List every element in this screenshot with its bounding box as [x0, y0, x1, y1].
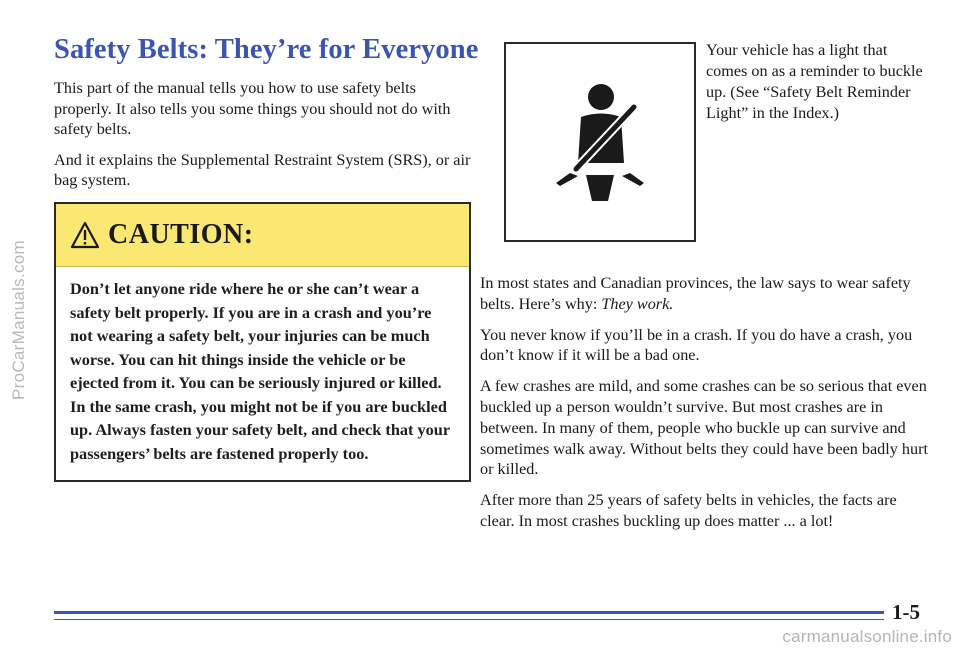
bottom-watermark: carmanualsonline.info	[782, 627, 952, 646]
body-paragraph-2: You never know if you’ll be in a crash. If you do have a crash, you don’t know if it will be a bad one.	[480, 325, 913, 365]
caution-box	[54, 202, 471, 482]
body-paragraph-1-text: In most states and Canadian provinces, the law says to wear safety belts. Here’s why:	[480, 274, 911, 313]
body-column	[480, 273, 930, 542]
body-paragraph-1	[480, 273, 930, 315]
seat-belt-reminder-icon	[548, 79, 652, 205]
caution-header	[56, 204, 469, 267]
page-title: Safety Belts: They’re for Everyone	[54, 34, 479, 65]
body-paragraph-3: A few crashes are mild, and some crashes can be so serious that even buckled up a person wouldn’t survive. But most crashes are in between. In many of them, people who buckle up can survive and sometimes walk away. Without belts they could have been badly hurt or killed.	[480, 377, 928, 479]
warning-triangle-icon	[70, 221, 100, 249]
body-paragraph-4: After more than 25 years of safety belts in vehicles, the facts are clear. In most crashes buckling up does matter ... a lot!	[480, 491, 897, 530]
footer-rule-thin	[54, 619, 916, 620]
intro-column	[54, 34, 479, 201]
page-number: 1-5	[884, 600, 920, 625]
footer-rule-thick	[54, 611, 916, 614]
reminder-paragraph: Your vehicle has a light that comes on as a reminder to buckle up. (See “Safety Belt Reminder Light” in the Index.)	[706, 41, 923, 122]
intro-paragraph-2: And it explains the Supplemental Restraint System (SRS), or air bag system.	[54, 150, 471, 189]
intro-paragraph-1: This part of the manual tells you how to use safety belts properly. It also tells you some things you should not do with safety belts.	[54, 79, 451, 138]
side-watermark	[2, 95, 36, 545]
body-paragraph-1-emphasis: They work.	[601, 294, 674, 313]
caution-text: Don’t let anyone ride where he or she can’t wear a safety belt properly. If you are in a crash and you’re not wearing a safety belt, your injuries can be much worse. You can hit things inside the vehicle or be ejected from it. You can be seriously injured or killed. In the same crash, you might not be if you are buckled up. Always fasten your safety belt, and check that your passengers’ belts are fastened properly too.	[70, 279, 450, 463]
reminder-text-column	[706, 40, 928, 134]
seat-belt-icon-box	[504, 42, 696, 242]
caution-label: CAUTION:	[108, 219, 254, 250]
side-watermark-text: ProCarManuals.com	[9, 239, 29, 401]
